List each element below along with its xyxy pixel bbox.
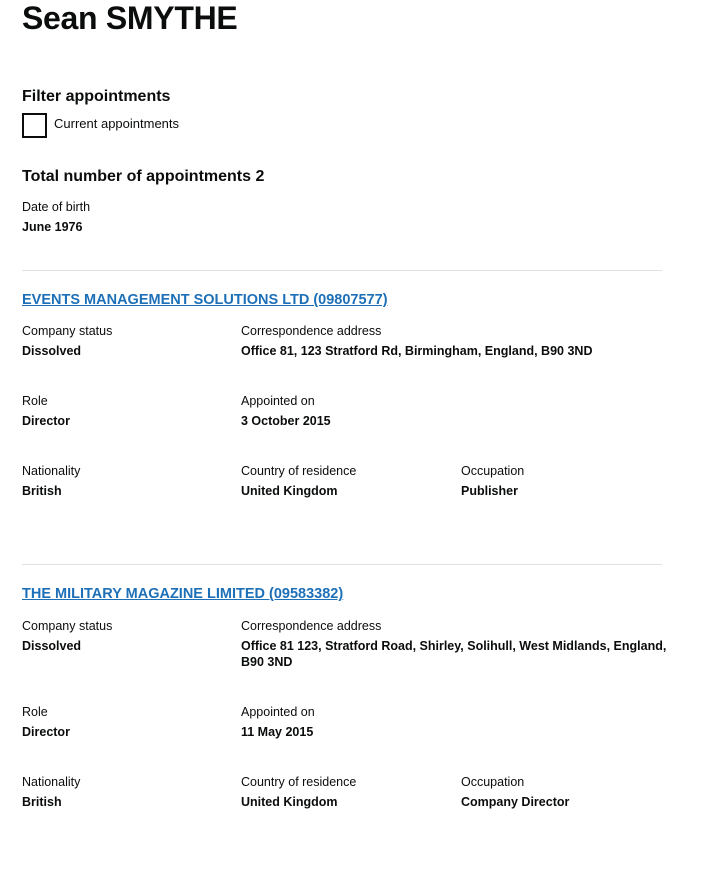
appointed-on-label: Appointed on	[241, 394, 315, 408]
total-appointments-heading: Total number of appointments 2	[22, 168, 265, 185]
company-status-value: Dissolved	[22, 639, 82, 653]
role-label: Role	[22, 394, 48, 408]
current-appointments-checkbox[interactable]	[22, 113, 47, 138]
nationality-label: Nationality	[22, 464, 81, 478]
current-appointments-filter[interactable]	[22, 113, 179, 138]
country-of-residence-label: Country of residence	[241, 775, 357, 789]
appointed-on-value: 11 May 2015	[241, 725, 314, 739]
appointed-on-label: Appointed on	[241, 705, 315, 719]
correspondence-address-label: Correspondence address	[241, 324, 382, 338]
page-title: Sean SMYTHE	[22, 0, 238, 36]
company-link-events-management[interactable]: EVENTS MANAGEMENT SOLUTIONS LTD (09807577)	[22, 292, 388, 308]
country-of-residence-label: Country of residence	[241, 464, 357, 478]
filter-heading: Filter appointments	[22, 88, 171, 105]
correspondence-address-value: Office 81 123, Stratford Road, Shirley, Solihull, West Midlands, England, B90 3ND	[241, 639, 667, 669]
role-label: Role	[22, 705, 48, 719]
country-of-residence-value: United Kingdom	[241, 795, 338, 809]
dob-label: Date of birth	[22, 200, 91, 214]
appointed-on-value: 3 October 2015	[241, 414, 331, 428]
occupation-value: Publisher	[461, 484, 518, 498]
divider	[22, 270, 662, 271]
company-status-label: Company status	[22, 324, 113, 338]
occupation-value: Company Director	[461, 795, 570, 809]
nationality-label: Nationality	[22, 775, 81, 789]
dob-value: June 1976	[22, 220, 83, 234]
current-appointments-label[interactable]: Current appointments	[54, 115, 180, 131]
divider	[22, 564, 662, 565]
role-value: Director	[22, 725, 70, 739]
occupation-label: Occupation	[461, 464, 525, 478]
company-link-military-magazine[interactable]: THE MILITARY MAGAZINE LIMITED (09583382)	[22, 586, 344, 602]
occupation-label: Occupation	[461, 775, 525, 789]
role-value: Director	[22, 414, 70, 428]
country-of-residence-value: United Kingdom	[241, 484, 338, 498]
nationality-value: British	[22, 484, 62, 498]
company-status-value: Dissolved	[22, 344, 82, 358]
company-status-label: Company status	[22, 619, 113, 633]
nationality-value: British	[22, 795, 62, 809]
correspondence-address-value: Office 81, 123 Stratford Rd, Birmingham, England, B90 3ND	[241, 344, 593, 358]
correspondence-address-label: Correspondence address	[241, 619, 382, 633]
